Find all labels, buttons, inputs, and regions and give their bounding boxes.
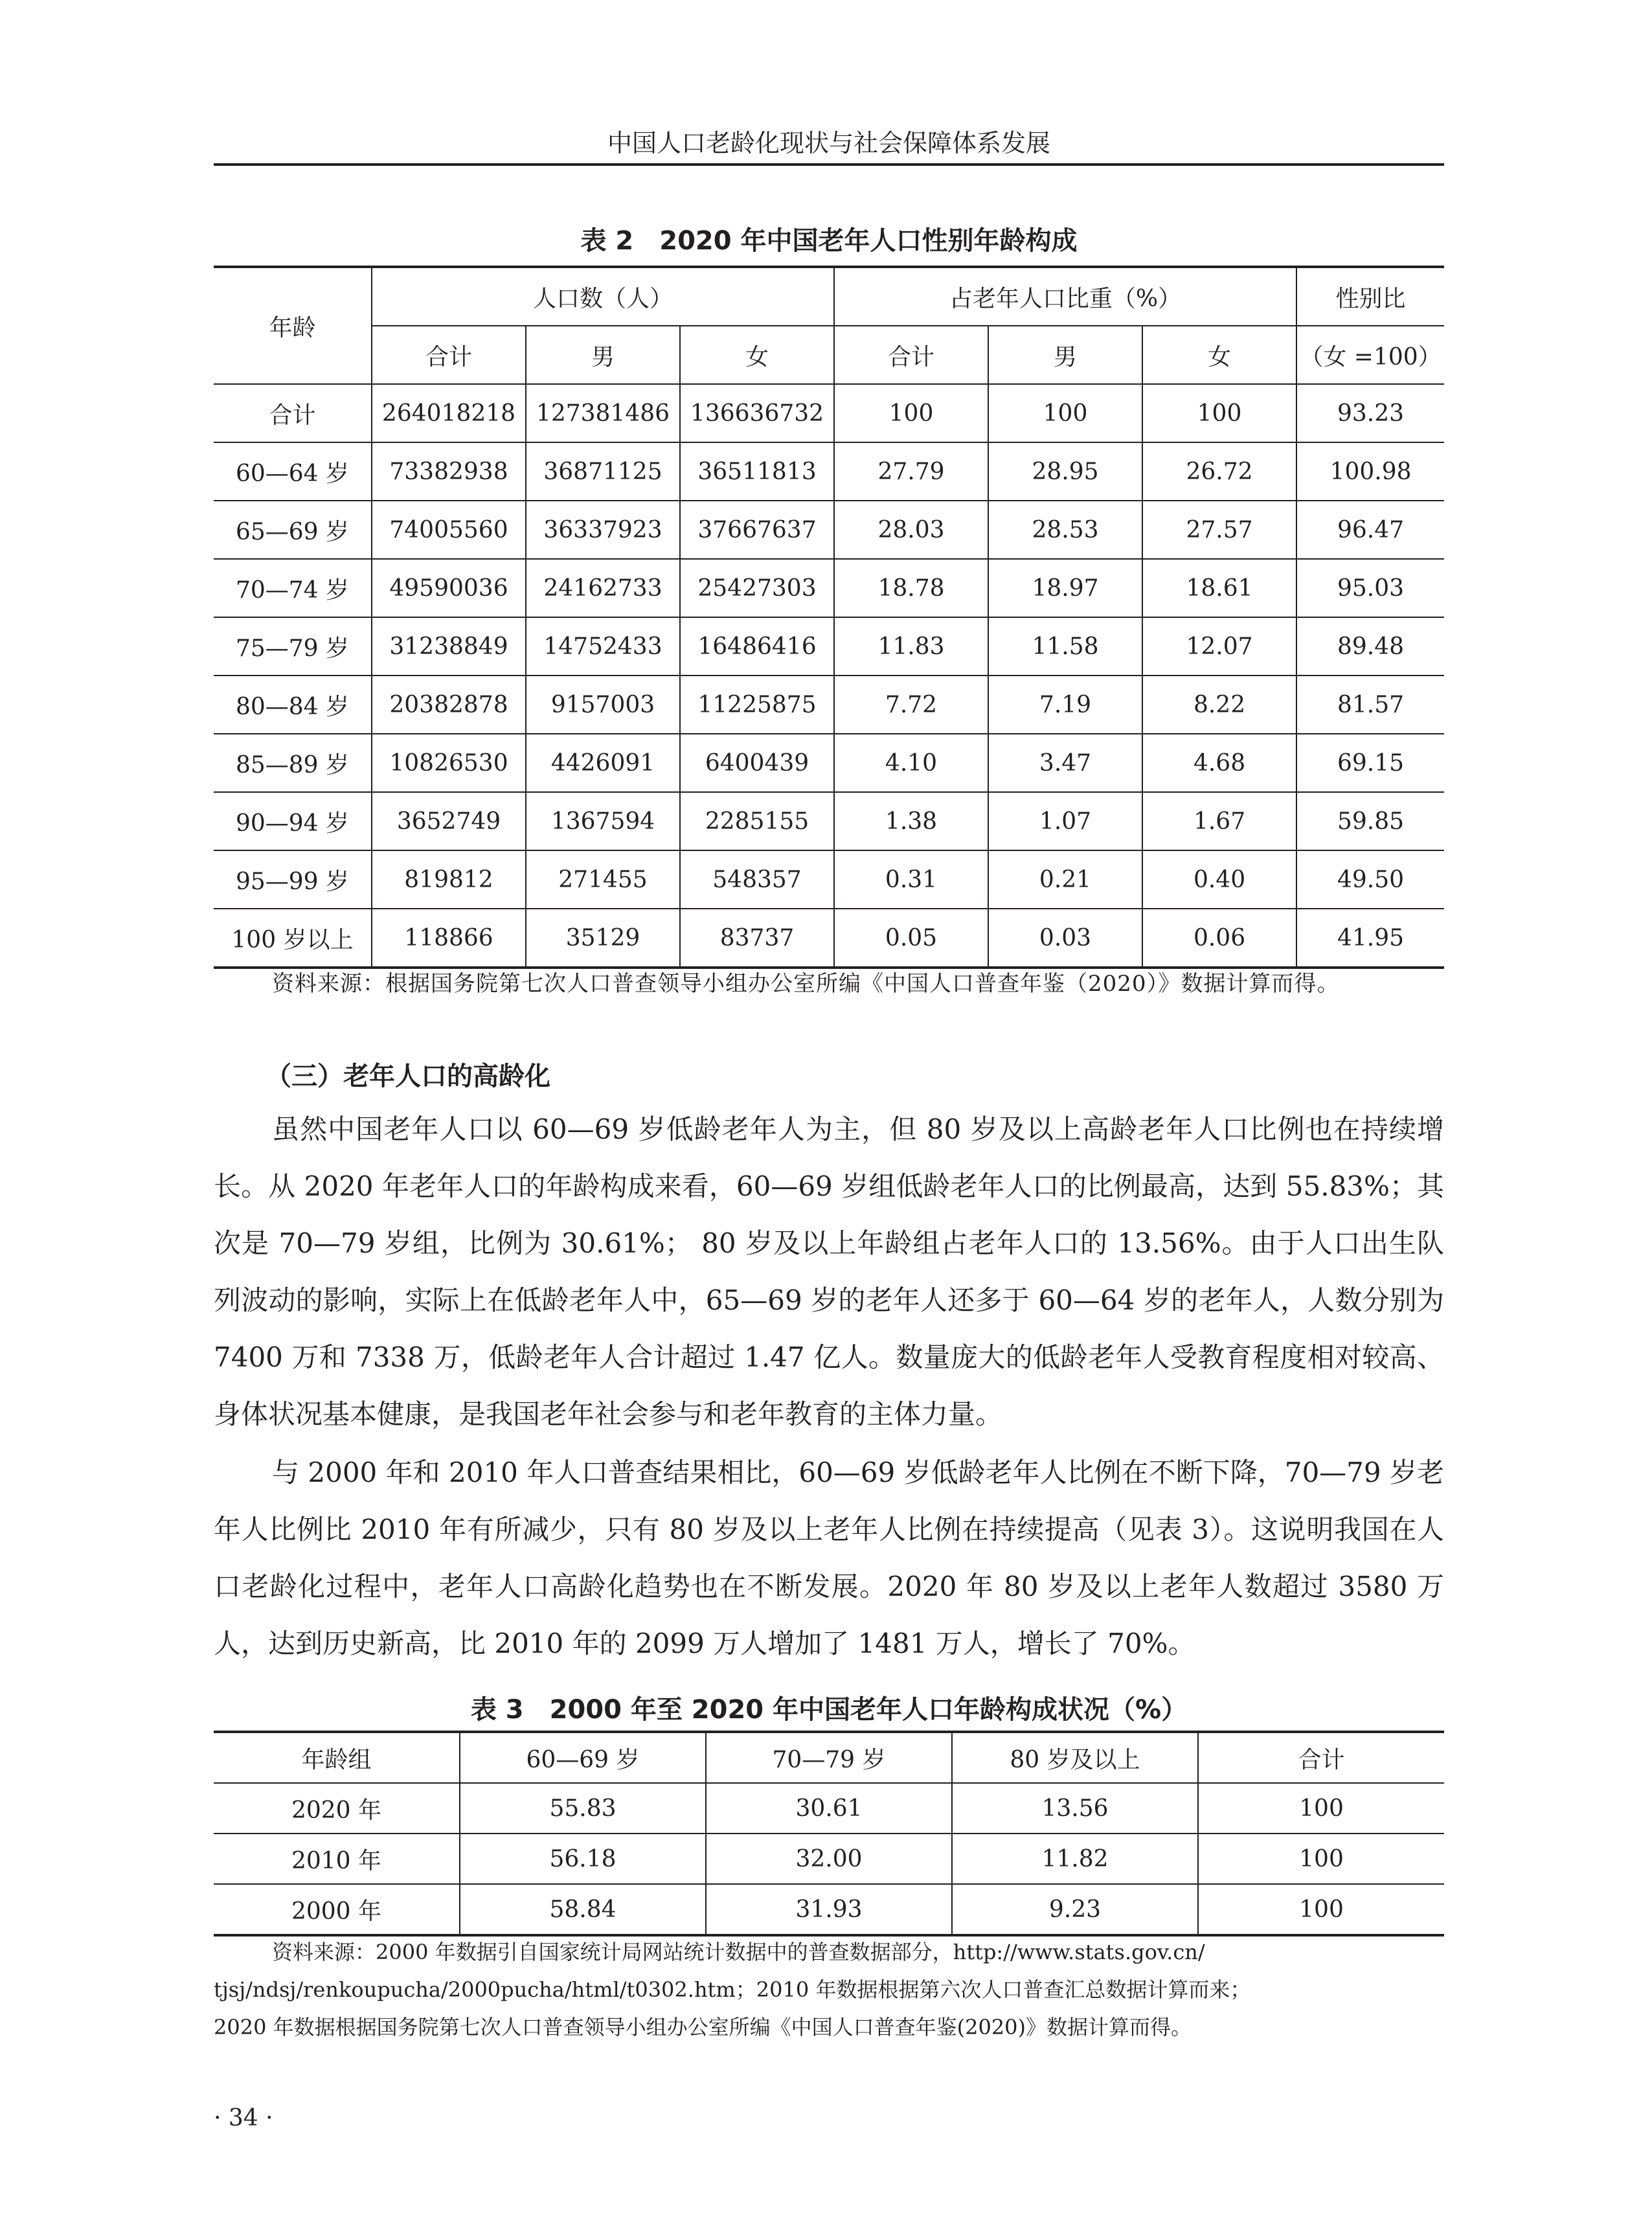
table-cell: 37667637 — [680, 501, 834, 559]
table2-subheader-female: 女 — [680, 326, 834, 384]
table-cell: 4.10 — [834, 734, 988, 792]
table-cell: 81.57 — [1296, 676, 1444, 734]
table2-subheader-share-male: 男 — [988, 326, 1142, 384]
table-cell: 9.23 — [952, 1884, 1198, 1935]
table-cell: 11.58 — [988, 617, 1142, 676]
table3-header-cell: 合计 — [1198, 1732, 1444, 1783]
table-cell: 100 — [834, 384, 988, 442]
table-cell: 1.07 — [988, 792, 1142, 850]
table3 — [214, 1731, 1444, 1936]
table-cell: 2285155 — [680, 792, 834, 850]
table-cell: 18.78 — [834, 559, 988, 617]
table-cell: 11225875 — [680, 676, 834, 734]
table-row — [214, 501, 1444, 559]
table3-source-line: tjsj/ndsj/renkoupucha/2000pucha/html/t0302.htm；2010 年数据根据第六次人口普查汇总数据计算而来； — [214, 1977, 1251, 2002]
table-cell: 16486416 — [680, 617, 834, 676]
table-cell: 85—89 岁 — [214, 734, 372, 792]
table-cell: 36511813 — [680, 442, 834, 501]
table-cell: 24162733 — [526, 559, 680, 617]
running-header: 中国人口老龄化现状与社会保障体系发展 — [607, 129, 1050, 157]
table-cell: 0.21 — [988, 850, 1142, 909]
table3-source-line: 资料来源：2000 年数据引自国家统计局网站统计数据中的普查数据部分，http://www.stats.gov.cn/ — [272, 1940, 1205, 1964]
table-cell: 95—99 岁 — [214, 850, 372, 909]
table-cell: 27.57 — [1142, 501, 1296, 559]
table-row — [214, 850, 1444, 909]
table-cell: 90—94 岁 — [214, 792, 372, 850]
table2-subheader-male: 男 — [526, 326, 680, 384]
table-cell: 20382878 — [372, 676, 526, 734]
table-cell: 65—69 岁 — [214, 501, 372, 559]
table-cell: 95.03 — [1296, 559, 1444, 617]
table-cell: 31.93 — [706, 1884, 952, 1935]
table-cell: 18.97 — [988, 559, 1142, 617]
table-row — [214, 617, 1444, 676]
table3-header-cell: 70—79 岁 — [706, 1732, 952, 1783]
table-cell: 13.56 — [952, 1783, 1198, 1834]
table-cell: 合计 — [214, 384, 372, 442]
table-cell: 36871125 — [526, 442, 680, 501]
table-cell: 3652749 — [372, 792, 526, 850]
table-cell: 9157003 — [526, 676, 680, 734]
table-row — [214, 559, 1444, 617]
table-cell: 30.61 — [706, 1783, 952, 1834]
table2-subheader-share-total: 合计 — [834, 326, 988, 384]
table2-subheader-row — [214, 326, 1444, 384]
table-cell: 127381486 — [526, 384, 680, 442]
table-cell: 18.61 — [1142, 559, 1296, 617]
table3-header-row — [214, 1732, 1444, 1783]
table2-header-population: 人口数（人） — [372, 267, 834, 326]
table-cell: 4.68 — [1142, 734, 1296, 792]
table-cell: 100 — [1198, 1783, 1444, 1834]
table-row — [214, 1884, 1444, 1935]
table-cell: 100.98 — [1296, 442, 1444, 501]
table2-header-sex-ratio: 性别比 — [1296, 267, 1444, 326]
table-cell: 2000 年 — [214, 1884, 460, 1935]
table-cell: 75—79 岁 — [214, 617, 372, 676]
table-cell: 11.82 — [952, 1834, 1198, 1884]
table-row — [214, 1834, 1444, 1884]
table-cell: 0.05 — [834, 909, 988, 968]
table-cell: 56.18 — [460, 1834, 706, 1884]
table-row — [214, 676, 1444, 734]
table-cell: 49590036 — [372, 559, 526, 617]
table-cell: 32.00 — [706, 1834, 952, 1884]
table-cell: 93.23 — [1296, 384, 1444, 442]
table-cell: 271455 — [526, 850, 680, 909]
table-cell: 31238849 — [372, 617, 526, 676]
table-cell: 28.95 — [988, 442, 1142, 501]
table-row — [214, 734, 1444, 792]
table-cell: 28.53 — [988, 501, 1142, 559]
table-cell: 0.31 — [834, 850, 988, 909]
table-cell: 74005560 — [372, 501, 526, 559]
table-cell: 35129 — [526, 909, 680, 968]
paragraph-1: 虽然中国老年人口以 60—69 岁低龄老年人为主，但 80 岁及以上高龄老年人口比例也在持续增长。从 2020 年老年人口的年龄构成来看，60—69 岁组低龄老年人口的比例最高，达到 55.83%；其次是 70—79 岁组，比例为 30.61%； 80 岁及以上年龄组占老年人口的 13.56%。由于人口出生队列波动的影响，实际上在低龄老年人中，65—69 岁的老年人还多于 60—64 岁的老年人，人数分别为 7400 万和 7338 万，低龄老年人合计超过 1.47 亿人。数量庞大的低龄老年人受教育程度相对较高、身体状况基本健康，是我国老年社会参与和老年教育的主体力量。 — [214, 1113, 1444, 1430]
table3-header-cell: 60—69 岁 — [460, 1732, 706, 1783]
table-cell: 100 — [1142, 384, 1296, 442]
table-cell: 0.40 — [1142, 850, 1296, 909]
table-cell: 6400439 — [680, 734, 834, 792]
table-cell: 2010 年 — [214, 1834, 460, 1884]
table-cell: 4426091 — [526, 734, 680, 792]
table-cell: 7.19 — [988, 676, 1142, 734]
table-cell: 819812 — [372, 850, 526, 909]
table-cell: 7.72 — [834, 676, 988, 734]
table2-subheader-sex-ratio-note: （女 =100） — [1296, 326, 1444, 384]
table-cell: 1.38 — [834, 792, 988, 850]
table-cell: 73382938 — [372, 442, 526, 501]
table3-header-cell: 80 岁及以上 — [952, 1732, 1198, 1783]
table-cell: 69.15 — [1296, 734, 1444, 792]
table-cell: 49.50 — [1296, 850, 1444, 909]
table2-source-text: 资料来源：根据国务院第七次人口普查领导小组办公室所编《中国人口普查年鉴（2020）》数据计算而得。 — [272, 971, 1340, 997]
table-cell: 0.03 — [988, 909, 1142, 968]
table-cell: 11.83 — [834, 617, 988, 676]
table-row — [214, 442, 1444, 501]
table-cell: 100 — [1198, 1834, 1444, 1884]
table3-source-note — [214, 1933, 1444, 2046]
table-cell: 0.06 — [1142, 909, 1296, 968]
table-cell: 12.07 — [1142, 617, 1296, 676]
table-cell: 136636732 — [680, 384, 834, 442]
table-cell: 3.47 — [988, 734, 1142, 792]
table2-caption: 表 2 2020 年中国老年人口性别年龄构成 — [580, 226, 1078, 256]
table-cell: 10826530 — [372, 734, 526, 792]
table-cell: 36337923 — [526, 501, 680, 559]
section-title: （三）老年人口的高龄化 — [266, 1062, 550, 1091]
table-cell: 80—84 岁 — [214, 676, 372, 734]
table-row — [214, 384, 1444, 442]
table-cell: 100 — [1198, 1884, 1444, 1935]
table-cell: 1367594 — [526, 792, 680, 850]
table-cell: 27.79 — [834, 442, 988, 501]
page-number: · 34 · — [214, 2105, 273, 2131]
table3-source-line: 2020 年数据根据国务院第七次人口普查领导小组办公室所编《中国人口普查年鉴(2020)》数据计算而得。 — [214, 2015, 1192, 2039]
table-cell: 59.85 — [1296, 792, 1444, 850]
table-cell: 2020 年 — [214, 1783, 460, 1834]
table-cell: 1.67 — [1142, 792, 1296, 850]
header-rule — [214, 163, 1444, 166]
table2-subheader-total: 合计 — [372, 326, 526, 384]
table-cell: 96.47 — [1296, 501, 1444, 559]
table-row — [214, 1783, 1444, 1834]
table2-header-row — [214, 267, 1444, 326]
table-cell: 14752433 — [526, 617, 680, 676]
table-cell: 89.48 — [1296, 617, 1444, 676]
table-cell: 118866 — [372, 909, 526, 968]
table-cell: 26.72 — [1142, 442, 1296, 501]
table3-header-cell: 年龄组 — [301, 1746, 372, 1773]
table-cell: 8.22 — [1142, 676, 1296, 734]
table-cell: 83737 — [680, 909, 834, 968]
table-cell: 70—74 岁 — [214, 559, 372, 617]
table-cell: 28.03 — [834, 501, 988, 559]
paragraph-2: 与 2000 年和 2010 年人口普查结果相比，60—69 岁低龄老年人比例在不断下降，70—79 岁老年人比例比 2010 年有所减少，只有 80 岁及以上老年人比例在持续提高（见表 3）。这说明我国在人口老龄化过程中，老年人口高龄化趋势也在不断发展。2020 年 80 岁及以上老年人数超过 3580 万人，达到历史新高，比 2010 年的 2099 万人增加了 1481 万人，增长了 70%。 — [214, 1457, 1444, 1659]
table-cell: 41.95 — [1296, 909, 1444, 968]
table-row — [214, 792, 1444, 850]
table3-caption: 表 3 2000 年至 2020 年中国老年人口年龄构成状况（%） — [470, 1695, 1188, 1725]
table2-source-note — [214, 965, 1444, 1003]
table2 — [214, 266, 1444, 969]
table-cell: 55.83 — [460, 1783, 706, 1834]
table2-subheader-share-female: 女 — [1142, 326, 1296, 384]
table-cell: 60—64 岁 — [214, 442, 372, 501]
table-row — [214, 909, 1444, 968]
table-cell: 548357 — [680, 850, 834, 909]
table-cell: 100 岁以上 — [214, 909, 372, 968]
table-cell: 264018218 — [372, 384, 526, 442]
table2-header-age: 年龄 — [269, 314, 316, 341]
table-cell: 100 — [988, 384, 1142, 442]
table-cell: 25427303 — [680, 559, 834, 617]
table-cell: 58.84 — [460, 1884, 706, 1935]
table2-header-share: 占老年人口比重（%） — [834, 267, 1296, 326]
